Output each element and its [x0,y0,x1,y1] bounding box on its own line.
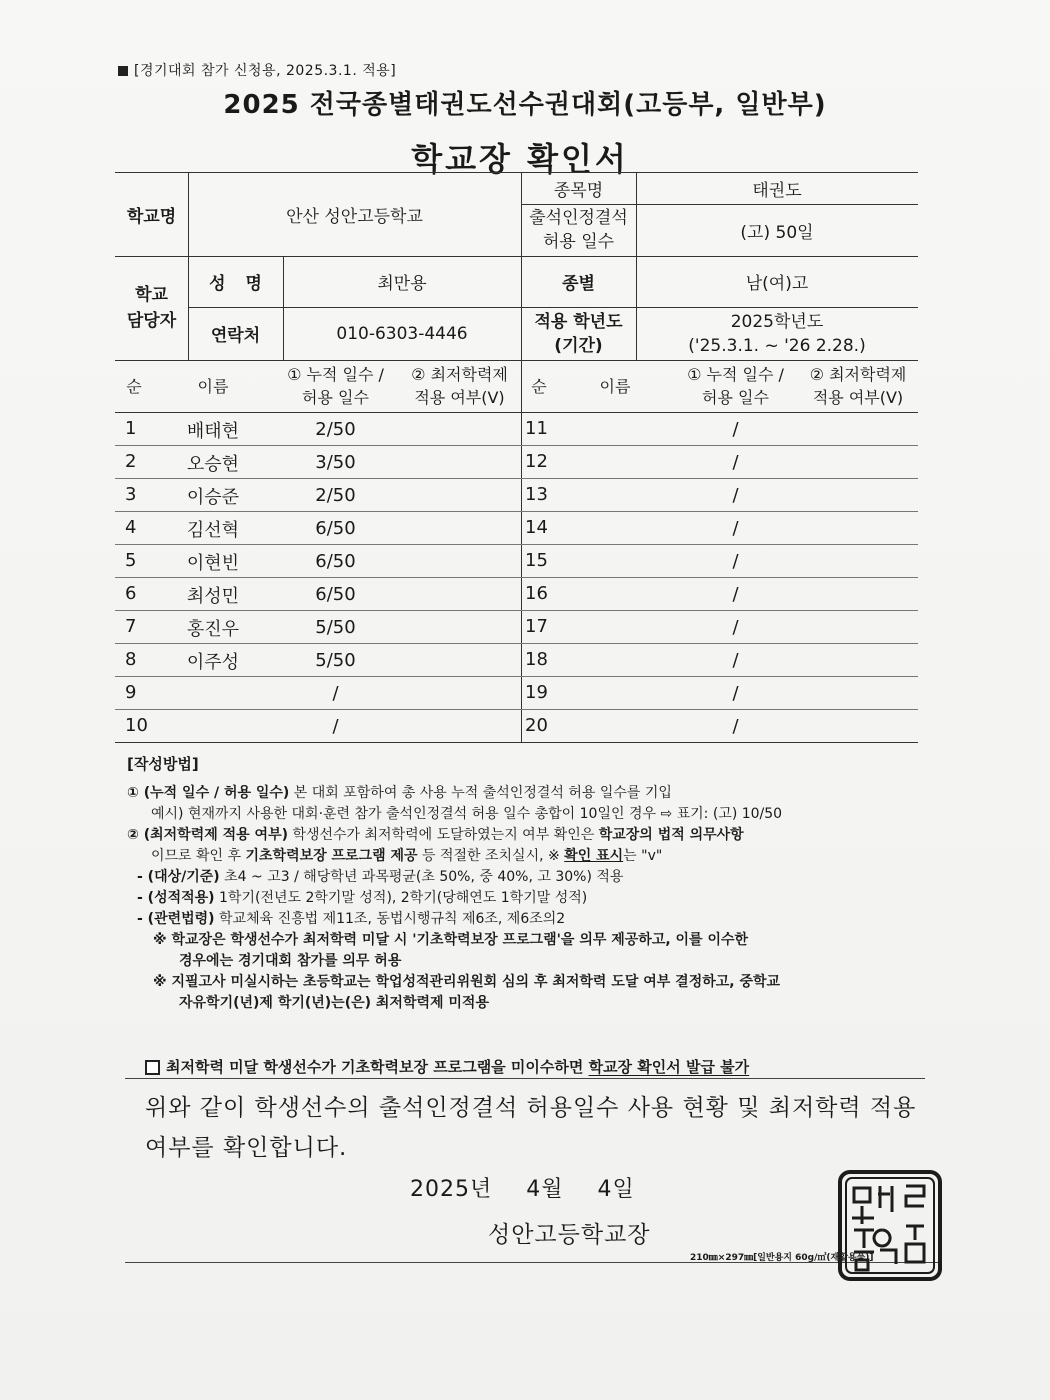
instructions-heading: [작성방법] [127,755,199,773]
roster-days: / [732,518,739,539]
instruction-line-4: 이므로 확인 후 기초학력보장 프로그램 제공 등 적절한 조치실시, ※ 확인 표시는 "v" [151,848,663,864]
roster-name [557,446,673,479]
instruction-line-9: 경우에는 경기대회 참가를 의무 허용 [179,953,402,969]
roster-days: 6/50 [315,584,356,605]
roster-days: / [732,584,739,605]
roster-no: 11 [525,418,548,439]
roster-name [557,611,673,644]
roster-days: / [732,485,739,506]
instructions [127,754,927,1014]
roster-name: 최성민 [186,585,240,607]
roster-days: 6/50 [315,518,356,539]
roster-days: / [732,551,739,572]
type-label: 종별 [562,274,595,294]
roster-days: 2/50 [315,485,356,506]
top-note [118,60,396,80]
absence-days-label: 출석인정결석 허용 일수 [529,208,628,252]
roster-days: 3/50 [315,452,356,473]
roster-name [557,644,673,677]
roster-no: 17 [525,616,548,637]
roster-no: 8 [125,649,137,670]
school-info-table [115,172,918,360]
instruction-line-10: ※ 지필고사 미실시하는 초등학교는 학업성적관리위원회 심의 후 최저학력 도달 여부 결정하고, 중학교 [153,974,781,990]
notice-line: 최저학력 미달 학생선수가 기초학력보장 프로그램을 미이수하면 학교장 확인서 발급 불가 [145,1056,749,1077]
roster-days: / [332,683,339,704]
roster-days: / [732,452,739,473]
instruction-line-8: ※ 학교장은 학생선수가 최저학력 미달 시 '기초학력보장 프로그램'을 의무 제공하고, 이를 이수한 [153,932,749,948]
roster-days: / [732,650,739,671]
document-title: 2025 전국종별태권도선수권대회(고등부, 일반부) [223,90,827,120]
header-no: 순 [126,376,142,396]
roster-no: 16 [525,583,548,604]
header-no-right: 순 [531,376,547,396]
roster-no: 4 [125,517,137,538]
school-name-value: 안산 성안고등학교 [286,206,423,227]
roster-name [557,578,673,611]
roster-no: 5 [125,550,137,571]
roster-name [557,545,673,578]
divider [125,1078,925,1079]
roster-name [153,677,273,710]
school-year-value: 2025학년도 ('25.3.1. ~ '26 2.28.) [688,311,866,356]
roster-days: 2/50 [315,419,356,440]
roster-days: 5/50 [315,650,356,671]
roster-no: 7 [125,616,137,637]
header-days-right: ① 누적 일수 / 허용 일수 [687,365,784,407]
issue-date: 2025년 4월 4일 [410,1177,635,1202]
roster-no: 15 [525,550,548,571]
roster-no: 20 [525,715,548,736]
roster-days: / [332,716,339,737]
roster-no: 18 [525,649,548,670]
roster-no: 3 [125,484,137,505]
roster-name: 이현빈 [186,552,240,574]
roster-no: 6 [125,583,137,604]
contact-value: 010-6303-4446 [336,323,468,344]
contact-label: 연락처 [210,326,261,346]
roster-days: 5/50 [315,617,356,638]
header-name: 이름 [197,376,229,396]
roster-days: / [732,419,739,440]
school-name-label: 학교명 [126,206,177,227]
roster-name: 이승준 [186,486,240,508]
roster-days: 6/50 [315,551,356,572]
document-subtitle: 학교장 확인서 [411,140,629,178]
roster-no: 14 [525,517,548,538]
roster-days: / [732,716,739,737]
instruction-line-3: ② (최저학력제 적용 여부) 학생선수가 최저학력에 도달하였는지 여부 확인은 학교장의 법적 의무사항 [127,827,744,843]
roster-days: / [732,683,739,704]
confirmation-statement: 위와 같이 학생선수의 출석인정결석 허용일수 사용 현황 및 최저학력 적용 여부를 확인합니다. [145,1095,917,1161]
top-note-text: [경기대회 참가 신청용, 2025.3.1. 적용] [134,63,397,79]
square-bullet-icon [118,66,128,76]
roster-name [557,677,673,710]
event-value: 태권도 [752,180,802,201]
instruction-line-11: 자유학기(년)제 학기(년)는(은) 최저학력제 미적용 [179,995,489,1011]
type-value: 남(여)고 [745,274,809,294]
event-label: 종목명 [553,180,604,201]
manager-name-value: 최만용 [377,274,427,294]
roster-no: 12 [525,451,548,472]
school-manager-label: 학교 담당자 [126,285,177,331]
roster-name [153,710,273,743]
paper-spec: 210㎜×297㎜[일반용지 60g/㎡(재활용품)] [690,1253,874,1263]
roster-name [557,413,673,446]
absence-days-value: (고) 50일 [740,222,814,243]
roster-name: 오승현 [186,453,240,475]
instruction-line-6: - (성적적용) 1학기(전년도 2학기말 성적), 2학기(당해연도 1학기말 성적) [137,890,588,906]
roster-name: 홍진우 [186,618,240,640]
manager-name-label: 성 명 [209,274,262,294]
header-days: ① 누적 일수 / 허용 일수 [287,365,384,407]
roster-no: 19 [525,682,548,703]
official-seal-stamp [836,1168,944,1283]
roster-no: 2 [125,451,137,472]
school-year-label: 적용 학년도 (기간) [534,311,623,356]
principal-name: 성안고등학교장 [488,1222,651,1248]
roster-no: 13 [525,484,548,505]
roster-name [557,479,673,512]
checkbox-square-icon [145,1060,160,1075]
roster-name: 배태현 [186,420,240,442]
roster-no: 9 [125,682,137,703]
roster-no: 1 [125,418,137,439]
instruction-line-1: ① (누적 일수 / 허용 일수) 본 대회 포함하여 총 사용 누적 출석인정결석 허용 일수를 기입 [127,785,672,801]
header-min-academic: ② 최저학력제 적용 여부(V) [411,365,508,407]
roster-name [557,710,673,743]
header-min-academic-right: ② 최저학력제 적용 여부(V) [809,365,907,407]
instruction-line-5: - (대상/기준) 초4 ~ 고3 / 해당학년 과목평균(초 50%, 중 40%, 고 30%) 적용 [137,869,624,885]
roster-days: / [732,617,739,638]
roster-name: 김선혁 [186,519,240,541]
student-roster-table [115,360,918,742]
header-name-right: 이름 [599,376,631,396]
roster-no: 10 [125,715,148,736]
instruction-line-7: - (관련법령) 학교체육 진흥법 제11조, 동법시행규칙 제6조, 제6조의2 [137,911,566,927]
instruction-line-2: 예시) 현재까지 사용한 대회·훈련 참가 출석인정결석 허용 일수 총합이 10일인 경우 ⇨ 표기: (고) 10/50 [151,806,783,822]
roster-name: 이주성 [186,651,240,673]
roster-name [557,512,673,545]
